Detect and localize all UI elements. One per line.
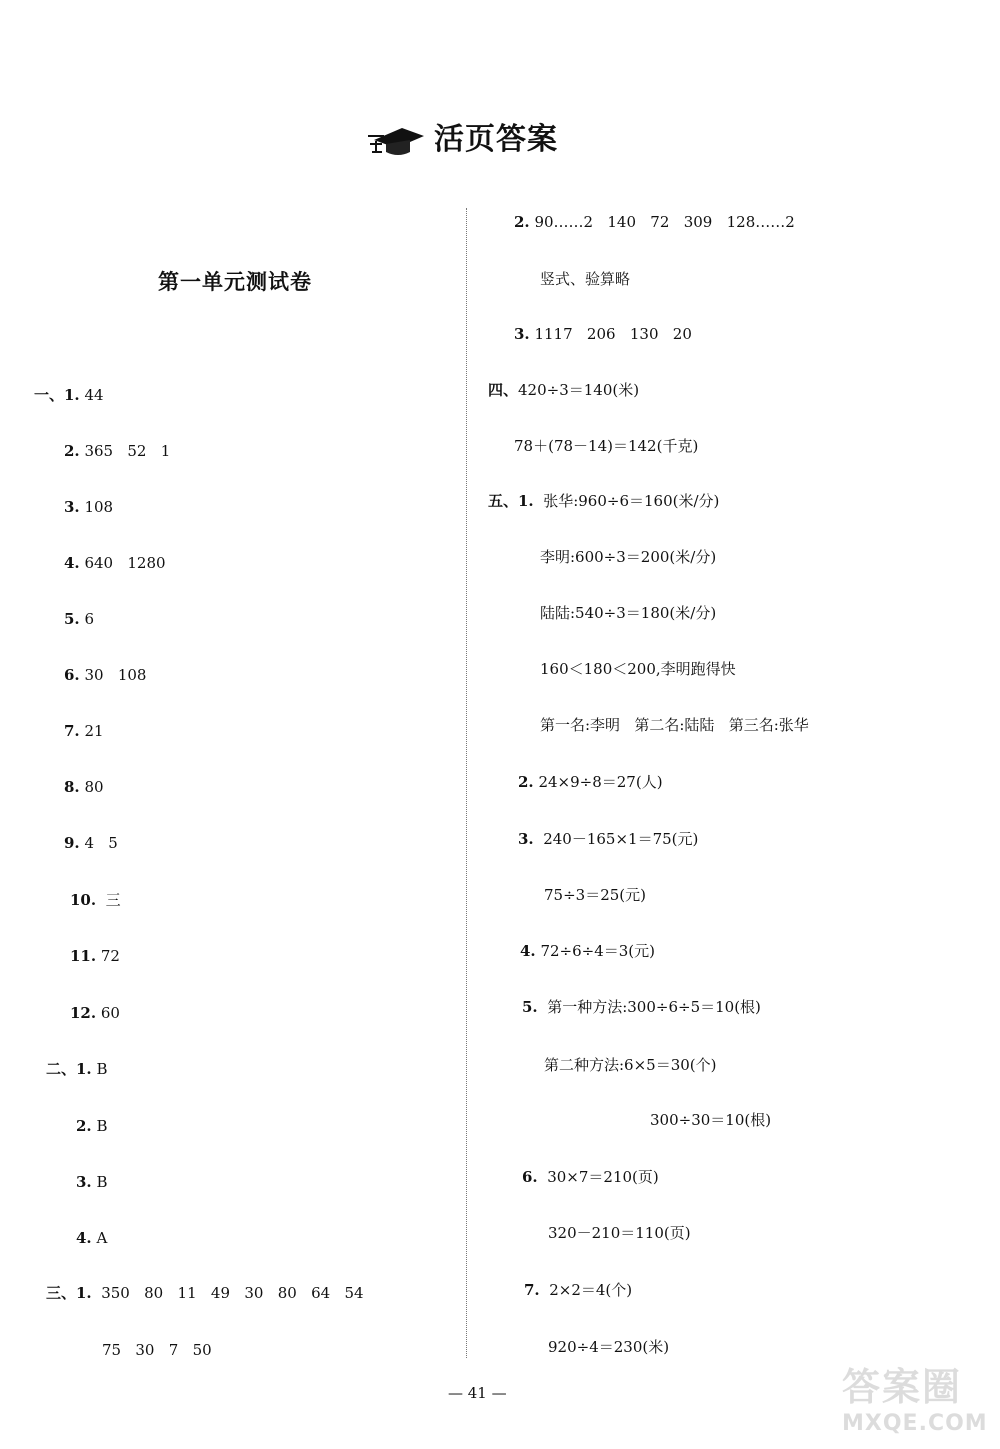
answer-text: 第一名:李明 第二名:陆陆 第三名:张华 xyxy=(540,716,809,734)
question-number: 3. xyxy=(514,325,530,343)
answer-line xyxy=(64,553,166,573)
watermark-line2: MXQE.COM xyxy=(842,1411,988,1436)
question-number: 二、1. xyxy=(46,1060,92,1078)
answer-line xyxy=(518,829,698,849)
answer-line xyxy=(540,659,736,679)
question-number: 4. xyxy=(520,942,536,960)
answer-line xyxy=(540,547,716,567)
answer-line xyxy=(522,1167,659,1187)
answer-text: 60 xyxy=(96,1004,120,1022)
answer-line xyxy=(514,324,692,344)
answer-text: 350 80 11 49 30 80 64 54 xyxy=(91,1284,364,1302)
answer-line xyxy=(34,385,104,405)
question-number: 10. xyxy=(70,891,97,909)
answer-text: A xyxy=(91,1229,108,1247)
answer-line xyxy=(70,946,120,966)
answer-text: 竖式、验算略 xyxy=(540,270,631,288)
question-number: 9. xyxy=(64,834,80,852)
answer-text: 160＜180＜200,李明跑得快 xyxy=(540,660,736,678)
answer-line xyxy=(76,1172,107,1192)
answer-line xyxy=(520,941,655,961)
page-number: — 41 — xyxy=(448,1384,507,1402)
answer-line xyxy=(544,885,646,905)
answer-text: B xyxy=(91,1173,108,1191)
answer-line xyxy=(64,441,170,461)
answer-line xyxy=(64,497,113,517)
answer-text: 80 xyxy=(79,778,104,796)
answer-text: 75 30 7 50 xyxy=(102,1341,212,1359)
answer-text: 第二种方法:6×5＝30(个) xyxy=(544,1056,717,1074)
column-divider xyxy=(466,208,467,1358)
answer-text: 李明:600÷3＝200(米/分) xyxy=(540,548,717,566)
answer-line xyxy=(518,772,663,792)
question-number: 一、1. xyxy=(34,386,80,404)
question-number: 3. xyxy=(518,830,534,848)
answer-text: 44 xyxy=(79,386,104,404)
graduation-cap-icon xyxy=(368,114,426,158)
answer-line xyxy=(548,1337,669,1357)
answer-text: 24×9÷8＝27(人) xyxy=(533,773,663,791)
answer-line xyxy=(540,603,716,623)
question-number: 三、1. xyxy=(46,1284,92,1302)
answer-line xyxy=(46,1059,107,1079)
answer-line xyxy=(514,212,795,232)
answer-line xyxy=(514,436,698,456)
answer-line xyxy=(64,609,94,629)
answer-text: 420÷3＝140(米) xyxy=(518,381,640,399)
answer-text: 365 52 1 xyxy=(79,442,171,460)
question-number: 8. xyxy=(64,778,80,796)
question-number: 11. xyxy=(70,947,97,965)
question-number: 四、 xyxy=(488,381,519,399)
answer-text: 2×2＝4(个) xyxy=(539,1281,633,1299)
answer-line xyxy=(650,1110,771,1130)
question-number: 6. xyxy=(64,666,80,684)
answer-text: 30 108 xyxy=(79,666,147,684)
answer-text: 640 1280 xyxy=(79,554,166,572)
answer-text: 陆陆:540÷3＝180(米/分) xyxy=(540,604,717,622)
question-number: 12. xyxy=(70,1004,97,1022)
answer-text: 21 xyxy=(79,722,104,740)
question-number: 5. xyxy=(522,998,538,1016)
question-number: 5. xyxy=(64,610,80,628)
answer-text: 6 xyxy=(79,610,94,628)
answer-text: 240－165×1＝75(元) xyxy=(533,830,699,848)
answer-text: 三 xyxy=(96,891,121,909)
answer-text: 72÷6÷4＝3(元) xyxy=(535,942,655,960)
answer-line xyxy=(540,269,630,289)
answer-line xyxy=(540,715,809,735)
answer-text: 72 xyxy=(96,947,120,965)
answer-line xyxy=(76,1228,107,1248)
question-number: 2. xyxy=(76,1117,92,1135)
watermark xyxy=(842,1356,988,1436)
answer-line xyxy=(102,1340,212,1360)
answer-line xyxy=(70,890,121,910)
answer-line xyxy=(64,665,146,685)
answer-text: 75÷3＝25(元) xyxy=(544,886,646,904)
answer-line xyxy=(64,777,104,797)
question-number: 2. xyxy=(64,442,80,460)
question-number: 4. xyxy=(76,1229,92,1247)
answer-text: B xyxy=(91,1117,108,1135)
answer-text: B xyxy=(91,1060,108,1078)
question-number: 4. xyxy=(64,554,80,572)
answer-line xyxy=(46,1283,364,1303)
page-header xyxy=(368,108,628,164)
answer-text: 108 xyxy=(79,498,114,516)
answer-line xyxy=(70,1003,120,1023)
section-title: 第一单元测试卷 xyxy=(158,270,312,294)
question-number: 2. xyxy=(518,773,534,791)
question-number: 7. xyxy=(524,1281,540,1299)
answer-line xyxy=(522,997,761,1017)
question-number: 7. xyxy=(64,722,80,740)
answer-text: 300÷30＝10(根) xyxy=(650,1111,772,1129)
answer-line xyxy=(524,1280,632,1300)
answer-line xyxy=(544,1055,717,1075)
answer-line xyxy=(64,721,104,741)
answer-text: 1117 206 130 20 xyxy=(529,325,692,343)
question-number: 3. xyxy=(64,498,80,516)
question-number: 2. xyxy=(514,213,530,231)
question-number: 6. xyxy=(522,1168,538,1186)
watermark-line1: 答案圈 xyxy=(842,1365,963,1409)
answer-line xyxy=(488,380,639,400)
answer-text: 4 5 xyxy=(79,834,118,852)
answer-text: 第一种方法:300÷6÷5＝10(根) xyxy=(537,998,761,1016)
answer-line xyxy=(64,833,118,853)
answer-text: 920÷4＝230(米) xyxy=(548,1338,670,1356)
answer-text: 90……2 140 72 309 128……2 xyxy=(529,213,795,231)
question-number: 3. xyxy=(76,1173,92,1191)
answer-text: 张华:960÷6＝160(米/分) xyxy=(533,492,720,510)
answer-line xyxy=(488,491,719,511)
answer-text: 30×7＝210(页) xyxy=(537,1168,659,1186)
answer-text: 320－210＝110(页) xyxy=(548,1224,691,1242)
page-title: 活页答案 xyxy=(434,122,558,157)
question-number: 五、1. xyxy=(488,492,534,510)
answer-line xyxy=(76,1116,107,1136)
answer-text: 78＋(78－14)＝142(千克) xyxy=(514,437,699,455)
answer-line xyxy=(548,1223,691,1243)
